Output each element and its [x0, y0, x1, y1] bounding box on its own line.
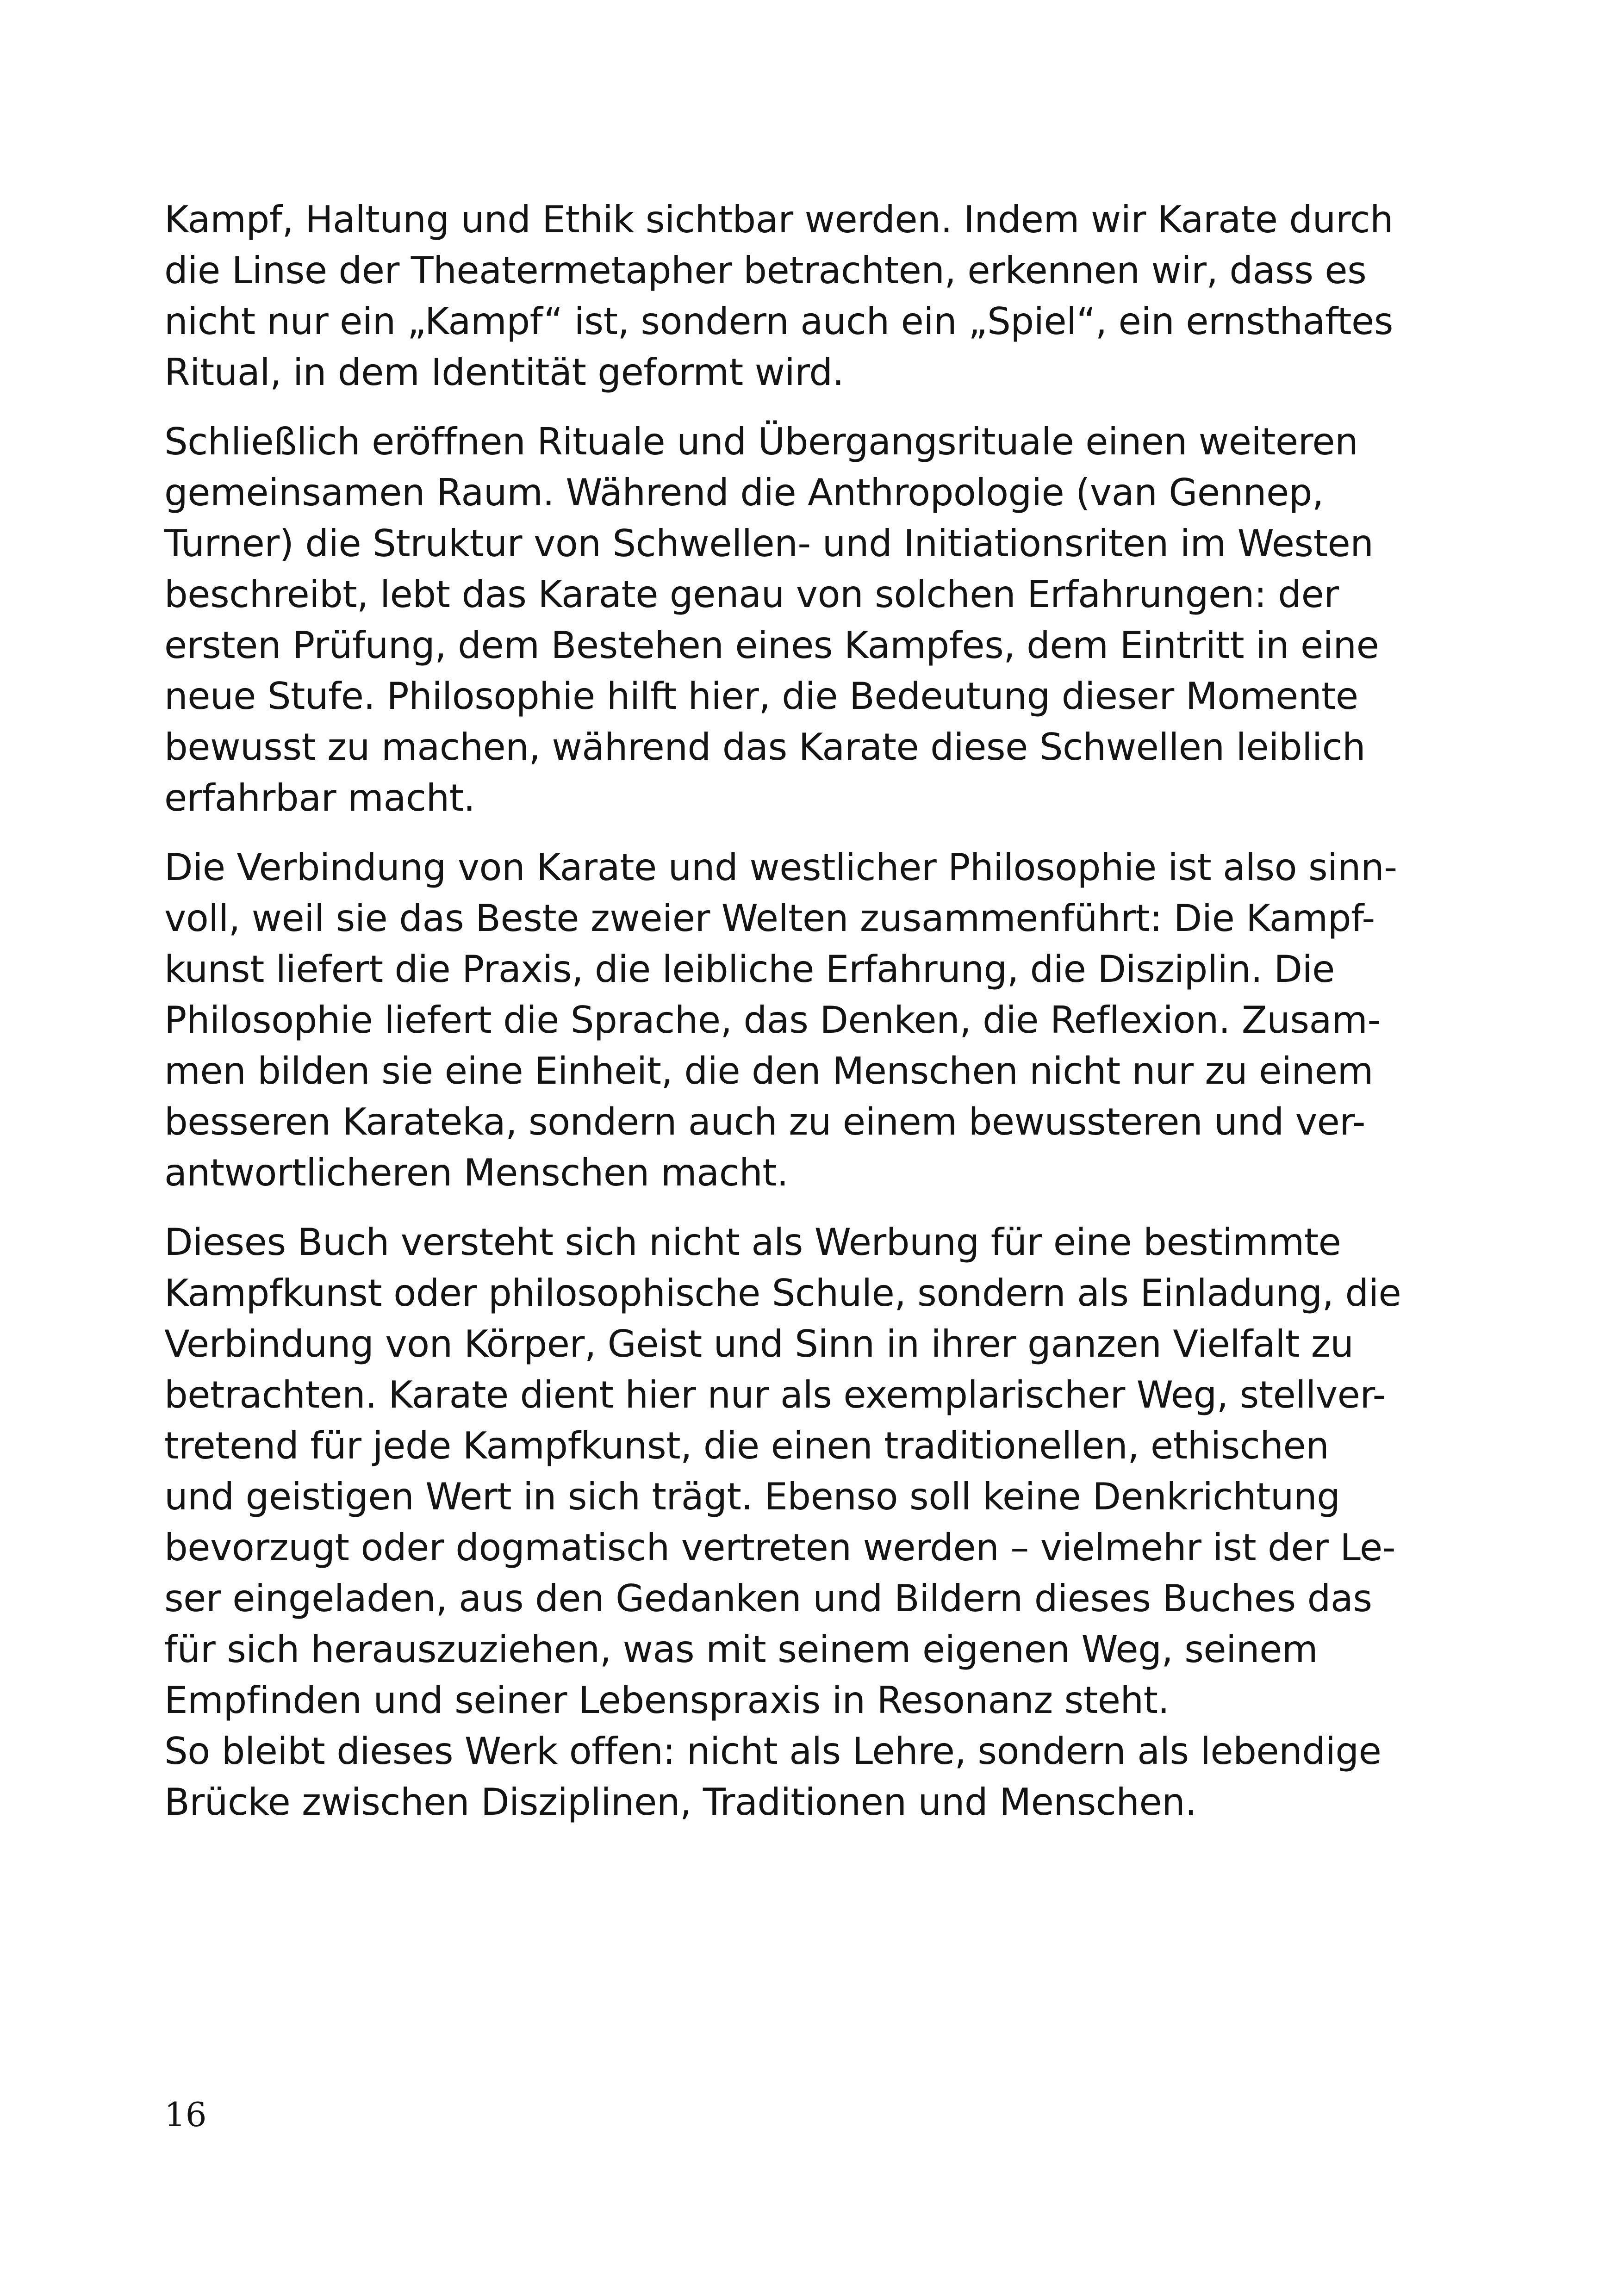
paragraph-2	[164, 416, 1442, 824]
text-line: Kampfkunst oder philosophische Schule, sondern als Einladung, die	[164, 1272, 1401, 1315]
text-line: Philosophie liefert die Sprache, das Denken, die Reflexion. Zusam-	[164, 999, 1381, 1042]
text-line: ersten Prüfung, dem Bestehen eines Kampfes, dem Eintritt in eine	[164, 624, 1379, 667]
text-line: voll, weil sie das Beste zweier Welten zusammenführt: Die Kampf-	[164, 897, 1375, 940]
page-number: 16	[164, 2095, 207, 2134]
text-line: men bilden sie eine Einheit, die den Menschen nicht nur zu einem	[164, 1049, 1373, 1092]
text-line: besseren Karateka, sondern auch zu einem bewussteren und ver-	[164, 1100, 1365, 1143]
paragraph-1	[164, 194, 1442, 398]
text-line: Brücke zwischen Disziplinen, Traditionen und Menschen.	[164, 1781, 1197, 1824]
text-line: Verbindung von Körper, Geist und Sinn in ihrer ganzen Vielfalt zu	[164, 1322, 1354, 1365]
text-line: Die Verbindung von Karate und westlicher Philosophie ist also sinn-	[164, 846, 1397, 889]
text-line: für sich herauszuziehen, was mit seinem eigenen Weg, seinem	[164, 1628, 1318, 1671]
text-line: neue Stufe. Philosophie hilft hier, die Bedeutung dieser Momente	[164, 675, 1358, 718]
text-line: Schließlich eröffnen Rituale und Übergangsrituale einen weiteren	[164, 420, 1358, 463]
text-line: gemeinsamen Raum. Während die Anthropologie (van Gennep,	[164, 471, 1324, 514]
text-line: beschreibt, lebt das Karate genau von solchen Erfahrungen: der	[164, 573, 1339, 616]
text-line: tretend für jede Kampfkunst, die einen traditionellen, ethischen	[164, 1424, 1329, 1467]
text-line: nicht nur ein „Kampf“ ist, sondern auch ein „Spiel“, ein ernsthaftes	[164, 300, 1393, 343]
text-line: bevorzugt oder dogmatisch vertreten werden – vielmehr ist der Le-	[164, 1526, 1396, 1569]
text-line: Empfinden und seiner Lebenspraxis in Resonanz steht.	[164, 1679, 1170, 1722]
text-line: So bleibt dieses Werk offen: nicht als Lehre, sondern als lebendige	[164, 1730, 1382, 1773]
text-line: antwortlicheren Menschen macht.	[164, 1151, 789, 1194]
text-line: Kampf, Haltung und Ethik sichtbar werden. Indem wir Karate durch	[164, 198, 1394, 241]
body-text	[164, 194, 1442, 1846]
text-line: erfahrbar macht.	[164, 776, 475, 819]
text-line: Dieses Buch versteht sich nicht als Werbung für eine bestimmte	[164, 1221, 1341, 1264]
text-line: Turner) die Struktur von Schwellen- und Initiationsriten im Westen	[164, 522, 1374, 565]
text-line: kunst liefert die Praxis, die leibliche Erfahrung, die Disziplin. Die	[164, 948, 1335, 991]
text-line: und geistigen Wert in sich trägt. Ebenso soll keine Denkrichtung	[164, 1475, 1340, 1518]
text-line: bewusst zu machen, während das Karate diese Schwellen leiblich	[164, 726, 1366, 769]
paragraph-3	[164, 842, 1442, 1198]
text-line: ser eingeladen, aus den Gedanken und Bildern dieses Buches das	[164, 1577, 1372, 1620]
text-line: Ritual, in dem Identität geformt wird.	[164, 351, 844, 394]
text-line: die Linse der Theatermetapher betrachten, erkennen wir, dass es	[164, 249, 1367, 292]
text-line: betrachten. Karate dient hier nur als exemplarischer Weg, stellver-	[164, 1373, 1386, 1416]
paragraph-4	[164, 1217, 1442, 1828]
